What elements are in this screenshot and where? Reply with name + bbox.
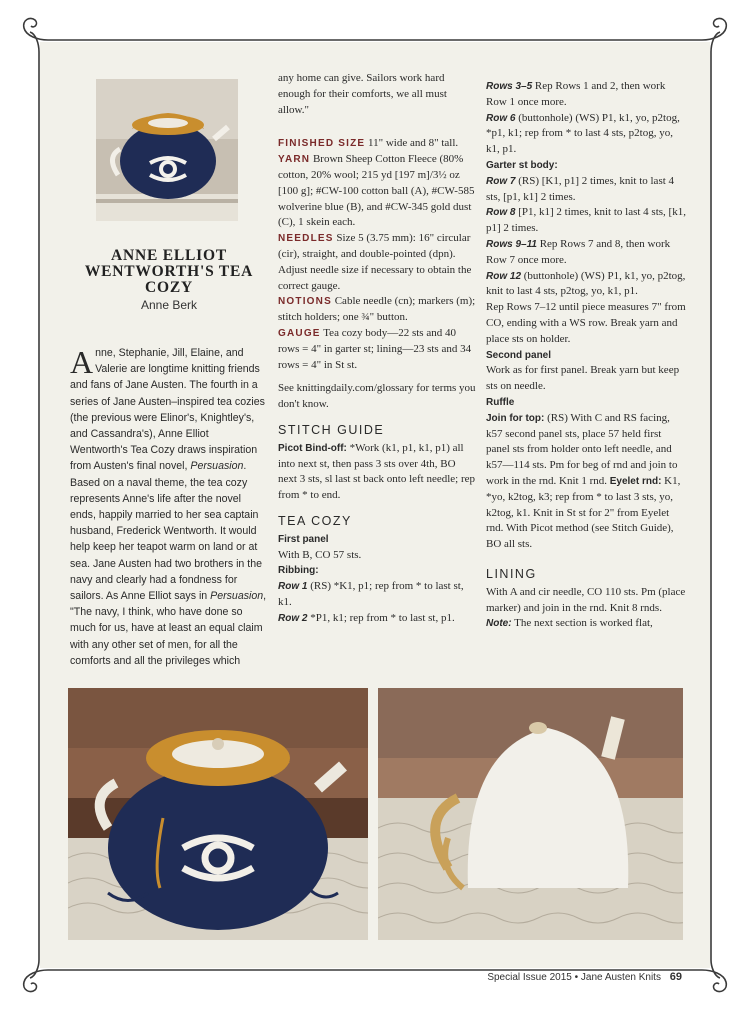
column-right xyxy=(486,79,686,632)
stitch-guide-heading: STITCH GUIDE xyxy=(278,422,385,437)
picot-bind-off: Picot Bind-off: *Work (k1, p1, k1, p1) all into next st, then pass 3 sts over 4th, BO next 3 sts, sl last st back onto left needle; rep from * to end. xyxy=(278,441,476,502)
row-8: Row 8 [P1, k1] 2 times, knit to last 4 sts, [k1, p1] 2 times. xyxy=(486,206,686,235)
finished-size: FINISHED SIZE 11" wide and 8" tall. xyxy=(278,137,459,150)
join-for-top: Join for top: (RS) With C and RS facing, k57 second panel sts, place 57 held first panel sts from holder onto left needle, and k57—114 sts. Pm for beg of rnd and join to work in the rnd. Knit 1 rnd. Eyelet rnd: K1, *yo, k2tog, k3; rep from * to last 3 sts, yo, k2tog, k1. Knit in St st for 2" from Eyelet rnd. With Picot method (see Stitch Guide), BO all sts. xyxy=(486,411,681,551)
intro-paragraph: Anne, Stephanie, Jill, Elaine, and Valerie are longtime knitting friends and fans of Jane Austen. The fourth in a series of Jane Austen–inspired tea cozies (the previous were Elinor's, Knightley's, and Cassandra's), Anne Elliot Wentworth's Tea Cozy draws inspiration from Austen's final novel, Persuasion. Based on a naval theme, the tea cozy represents Anne's life after the novel ends, happily married to her sea captain husband, Frederick Wentworth. It would help keep her teapot warm on land or at sea. Jane Austen had two brothers in the navy and clearly had a fondness for sailors. As Anne Elliot says in Persuasion, "The navy, I think, who have done so much for us, have at least an equal claim with any other set of men, for all the comforts and all the privileges which xyxy=(70,344,267,667)
repeat-rows: Rep Rows 7–12 until piece measures 7" from CO, ending with a WS row. Break yarn and place sts on holder. xyxy=(486,301,686,345)
rows-3-5: Rows 3–5 Rep Rows 1 and 2, then work Row 1 once more. xyxy=(486,80,666,108)
page-footer: Special Issue 2015 • Jane Austen Knits 69 xyxy=(487,971,682,983)
second-panel-heading: Second panel xyxy=(486,349,552,361)
thumbnail-photo xyxy=(96,79,238,221)
row-6: Row 6 (buttonhole) (WS) P1, k1, yo, p2tog, *p1, k1; rep from * to last 4 sts, p2tog, yo, k1, p1. xyxy=(486,111,680,156)
gauge-spec: GAUGE Tea cozy body—22 sts and 40 rows = 4" in garter st; lining—23 sts and 34 rows = 4" in St st. xyxy=(278,326,472,371)
scroll-ornament-top-right xyxy=(702,18,726,52)
second-panel-text: Work as for first panel. Break yarn but keep sts on needle. xyxy=(486,364,680,393)
page-number: 69 xyxy=(669,971,682,983)
note-text: Note: The next section is worked flat, xyxy=(486,617,653,630)
lining-heading: LINING xyxy=(486,566,537,581)
photo-white-lining xyxy=(378,688,683,940)
row-7: Row 7 (RS) [K1, p1] 2 times, knit to last 4 sts, [p1, k1] 2 times. xyxy=(486,174,675,203)
drop-cap: A xyxy=(70,344,94,380)
ribbing-heading: Ribbing: xyxy=(278,565,319,577)
garter-body-heading: Garter st body: xyxy=(486,159,558,171)
column-middle xyxy=(278,71,476,627)
author-name: Anne Berk xyxy=(140,298,198,312)
notions-spec: NOTIONS Cable needle (cn); markers (m); stitch holders; one ¾" button. xyxy=(278,295,476,324)
row-2: Row 2 *P1, k1; rep from * to last st, p1. xyxy=(278,611,455,624)
row-1: Row 1 (RS) *K1, p1; rep from * to last st, k1. xyxy=(278,580,464,608)
first-panel-heading: First panel xyxy=(278,533,329,545)
row-12: Row 12 (buttonhole) (WS) P1, k1, yo, p2tog, knit to last 4 sts, p2tog, yo, k1, p1. xyxy=(486,269,686,298)
scroll-ornament-bottom-left xyxy=(24,960,48,992)
photo-navy-tea-cozy xyxy=(68,688,368,940)
needles-spec: NEEDLES Size 5 (3.75 mm): 16" circular (cir), straight, and double-pointed (dpn). Adjust needle size if necessary to obtain the correct gauge. xyxy=(278,232,472,292)
rows-9-11: Rows 9–11 Rep Rows 7 and 8, then work Row 7 once more. xyxy=(486,237,671,266)
glossary-note: See knittingdaily.com/glossary for terms you don't know. xyxy=(278,382,476,411)
ruffle-heading: Ruffle xyxy=(486,396,515,408)
cast-on: With B, CO 57 sts. xyxy=(278,548,362,561)
pattern-title: ANNE ELLIOT WENTWORTH'S TEA COZY xyxy=(84,247,254,296)
tea-cozy-heading: TEA COZY xyxy=(278,513,352,528)
yarn-spec: YARN Brown Sheep Cotton Fleece (80% cotton, 20% wool; 215 yd [197 m]/3½ oz [100 g]; #CW-100 cotton ball (A), #CW-585 wolverine blue (B), and #CW-345 gold dust (C), 1 skein each. xyxy=(278,153,475,229)
scroll-ornament-top-left xyxy=(24,18,48,52)
scroll-ornament-bottom-right xyxy=(702,960,726,992)
lining-text: With A and cir needle, CO 110 sts. Pm (place marker) and join in the rnd. Knit 8 rnds. xyxy=(486,585,686,614)
intro-continued: any home can give. Sailors work hard enough for their comforts, we all must allow." xyxy=(278,72,447,116)
